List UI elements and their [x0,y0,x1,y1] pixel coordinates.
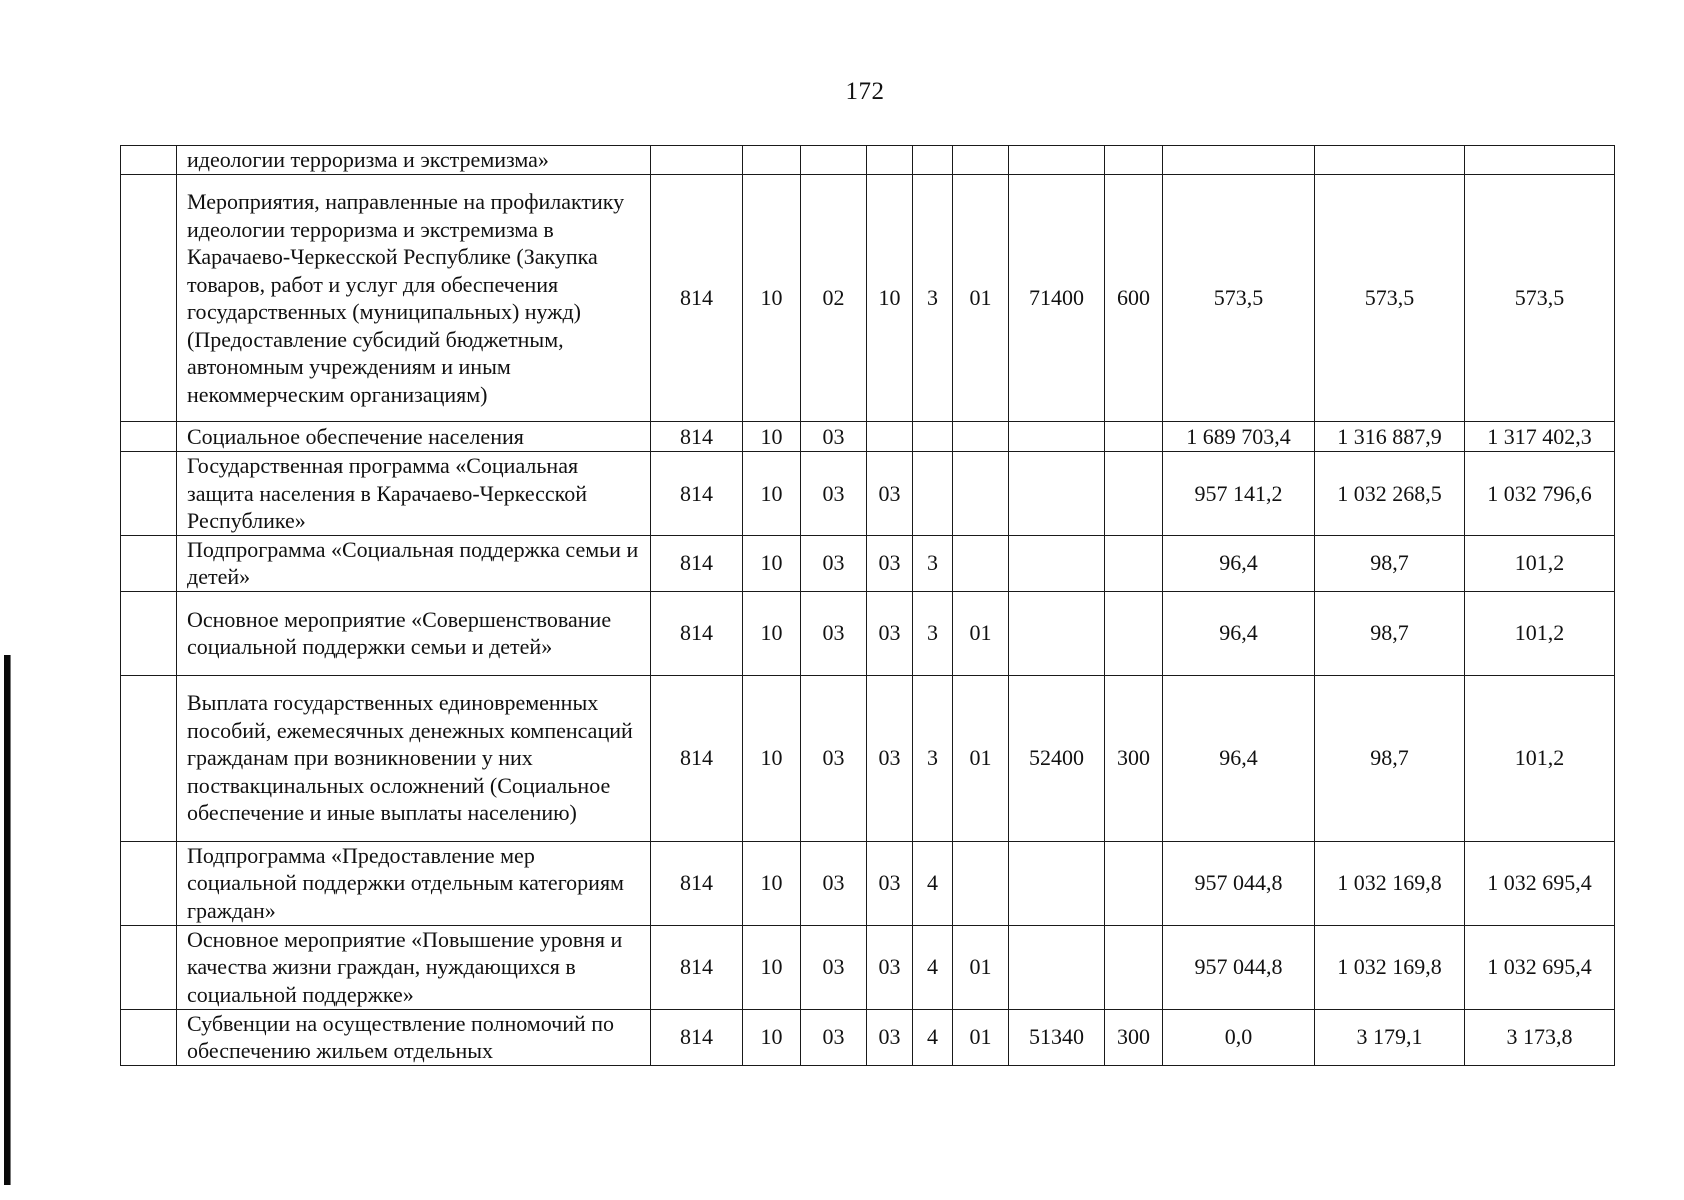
section-code-cell: 10 [743,1009,801,1065]
expense-type-code-cell [1105,535,1163,591]
direction-code-cell: 71400 [1009,175,1105,422]
table-row [121,1009,1615,1065]
item-name-cell: Мероприятия, направленные на профилактику идеологии терроризма и экстремизма в Карачаево-Черкесской Республике (Закупка товаров, работ и услуг для обеспечения государственных (муниципальных) нужд) (Предоставление субсидий бюджетным, автономным учреждениям и иным некоммерческим организациям) [177,175,651,422]
amount-year-1-cell: 957 044,8 [1163,925,1315,1009]
table-row [121,146,1615,175]
main-activity-code-cell: 01 [953,175,1009,422]
section-code-cell: 10 [743,925,801,1009]
item-name-cell: Подпрограмма «Предоставление мер социальной поддержки отдельным категориям граждан» [177,841,651,925]
amount-year-2-cell [1315,146,1465,175]
subprogram-code-cell: 3 [913,591,953,675]
ministry-code-cell: 814 [651,841,743,925]
subsection-code-cell: 03 [801,422,867,452]
main-activity-code-cell [953,535,1009,591]
program-code-cell [867,422,913,452]
subprogram-code-cell: 4 [913,841,953,925]
direction-code-cell [1009,452,1105,536]
amount-year-1-cell [1163,146,1315,175]
main-activity-code-cell [953,452,1009,536]
amount-year-3-cell: 1 317 402,3 [1465,422,1615,452]
expense-type-code-cell [1105,841,1163,925]
section-code-cell: 10 [743,535,801,591]
amount-year-3-cell: 573,5 [1465,175,1615,422]
subsection-code-cell: 03 [801,535,867,591]
item-name-cell: Выплата государственных единовременных пособий, ежемесячных денежных компенсаций гражданам при возникновении у них поствакцинальных осложнений (Социальное обеспечение и иные выплаты населению) [177,675,651,841]
subsection-code-cell: 03 [801,675,867,841]
table-row [121,591,1615,675]
amount-year-3-cell: 1 032 796,6 [1465,452,1615,536]
amount-year-1-cell: 96,4 [1163,675,1315,841]
table-row [121,535,1615,591]
amount-year-1-cell: 96,4 [1163,591,1315,675]
subsection-code-cell: 03 [801,452,867,536]
amount-year-1-cell: 957 044,8 [1163,841,1315,925]
amount-year-1-cell: 1 689 703,4 [1163,422,1315,452]
section-code-cell: 10 [743,422,801,452]
direction-code-cell [1009,146,1105,175]
subsection-code-cell: 03 [801,925,867,1009]
amount-year-2-cell: 1 316 887,9 [1315,422,1465,452]
row-number-cell [121,675,177,841]
program-code-cell: 03 [867,841,913,925]
row-number-cell [121,452,177,536]
section-code-cell [743,146,801,175]
table-row [121,841,1615,925]
main-activity-code-cell: 01 [953,591,1009,675]
item-name-cell: идеологии терроризма и экстремизма» [177,146,651,175]
table-body [121,146,1615,1066]
expense-type-code-cell [1105,146,1163,175]
amount-year-2-cell: 1 032 169,8 [1315,841,1465,925]
expense-type-code-cell [1105,591,1163,675]
table-row [121,422,1615,452]
amount-year-3-cell [1465,146,1615,175]
row-number-cell [121,925,177,1009]
subsection-code-cell: 02 [801,175,867,422]
budget-table [120,145,1615,1066]
item-name-cell: Социальное обеспечение населения [177,422,651,452]
amount-year-1-cell: 0,0 [1163,1009,1315,1065]
main-activity-code-cell: 01 [953,1009,1009,1065]
main-activity-code-cell: 01 [953,925,1009,1009]
item-name-cell: Основное мероприятие «Повышение уровня и качества жизни граждан, нуждающихся в социальной поддержке» [177,925,651,1009]
subprogram-code-cell: 4 [913,925,953,1009]
direction-code-cell: 51340 [1009,1009,1105,1065]
subsection-code-cell: 03 [801,1009,867,1065]
subsection-code-cell: 03 [801,591,867,675]
amount-year-3-cell: 101,2 [1465,591,1615,675]
main-activity-code-cell: 01 [953,675,1009,841]
program-code-cell: 03 [867,675,913,841]
expense-type-code-cell [1105,422,1163,452]
row-number-cell [121,422,177,452]
ministry-code-cell: 814 [651,535,743,591]
amount-year-1-cell: 957 141,2 [1163,452,1315,536]
row-number-cell [121,841,177,925]
amount-year-3-cell: 101,2 [1465,675,1615,841]
subprogram-code-cell [913,146,953,175]
subprogram-code-cell: 3 [913,675,953,841]
table-row [121,452,1615,536]
item-name-cell: Государственная программа «Социальная защита населения в Карачаево-Черкесской Республике» [177,452,651,536]
program-code-cell: 03 [867,452,913,536]
direction-code-cell [1009,841,1105,925]
expense-type-code-cell: 300 [1105,1009,1163,1065]
program-code-cell: 03 [867,535,913,591]
table-row [121,925,1615,1009]
amount-year-3-cell: 1 032 695,4 [1465,841,1615,925]
subprogram-code-cell: 4 [913,1009,953,1065]
amount-year-3-cell: 101,2 [1465,535,1615,591]
section-code-cell: 10 [743,841,801,925]
table-row [121,175,1615,422]
amount-year-3-cell: 1 032 695,4 [1465,925,1615,1009]
section-code-cell: 10 [743,175,801,422]
ministry-code-cell: 814 [651,1009,743,1065]
subsection-code-cell [801,146,867,175]
direction-code-cell [1009,925,1105,1009]
amount-year-2-cell: 98,7 [1315,535,1465,591]
subsection-code-cell: 03 [801,841,867,925]
expense-type-code-cell [1105,925,1163,1009]
table-row [121,675,1615,841]
direction-code-cell: 52400 [1009,675,1105,841]
main-activity-code-cell [953,422,1009,452]
row-number-cell [121,146,177,175]
ministry-code-cell: 814 [651,452,743,536]
row-number-cell [121,175,177,422]
subprogram-code-cell [913,452,953,536]
program-code-cell: 10 [867,175,913,422]
subprogram-code-cell: 3 [913,175,953,422]
ministry-code-cell: 814 [651,422,743,452]
main-activity-code-cell [953,841,1009,925]
program-code-cell: 03 [867,1009,913,1065]
amount-year-2-cell: 1 032 169,8 [1315,925,1465,1009]
ministry-code-cell: 814 [651,175,743,422]
amount-year-2-cell: 1 032 268,5 [1315,452,1465,536]
section-code-cell: 10 [743,675,801,841]
item-name-cell: Субвенции на осуществление полномочий по обеспечению жильем отдельных [177,1009,651,1065]
section-code-cell: 10 [743,452,801,536]
scan-edge-mark-thin [10,655,11,1185]
direction-code-cell [1009,422,1105,452]
amount-year-1-cell: 573,5 [1163,175,1315,422]
ministry-code-cell [651,146,743,175]
subprogram-code-cell [913,422,953,452]
main-activity-code-cell [953,146,1009,175]
amount-year-2-cell: 573,5 [1315,175,1465,422]
direction-code-cell [1009,535,1105,591]
item-name-cell: Основное мероприятие «Совершенствование социальной поддержки семьи и детей» [177,591,651,675]
row-number-cell [121,1009,177,1065]
section-code-cell: 10 [743,591,801,675]
program-code-cell: 03 [867,925,913,1009]
amount-year-2-cell: 3 179,1 [1315,1009,1465,1065]
ministry-code-cell: 814 [651,675,743,841]
expense-type-code-cell [1105,452,1163,536]
page-number: 172 [845,78,885,105]
amount-year-2-cell: 98,7 [1315,591,1465,675]
amount-year-2-cell: 98,7 [1315,675,1465,841]
expense-type-code-cell: 600 [1105,175,1163,422]
row-number-cell [121,535,177,591]
program-code-cell [867,146,913,175]
ministry-code-cell: 814 [651,591,743,675]
amount-year-1-cell: 96,4 [1163,535,1315,591]
expense-type-code-cell: 300 [1105,675,1163,841]
amount-year-3-cell: 3 173,8 [1465,1009,1615,1065]
ministry-code-cell: 814 [651,925,743,1009]
item-name-cell: Подпрограмма «Социальная поддержка семьи и детей» [177,535,651,591]
program-code-cell: 03 [867,591,913,675]
row-number-cell [121,591,177,675]
subprogram-code-cell: 3 [913,535,953,591]
direction-code-cell [1009,591,1105,675]
